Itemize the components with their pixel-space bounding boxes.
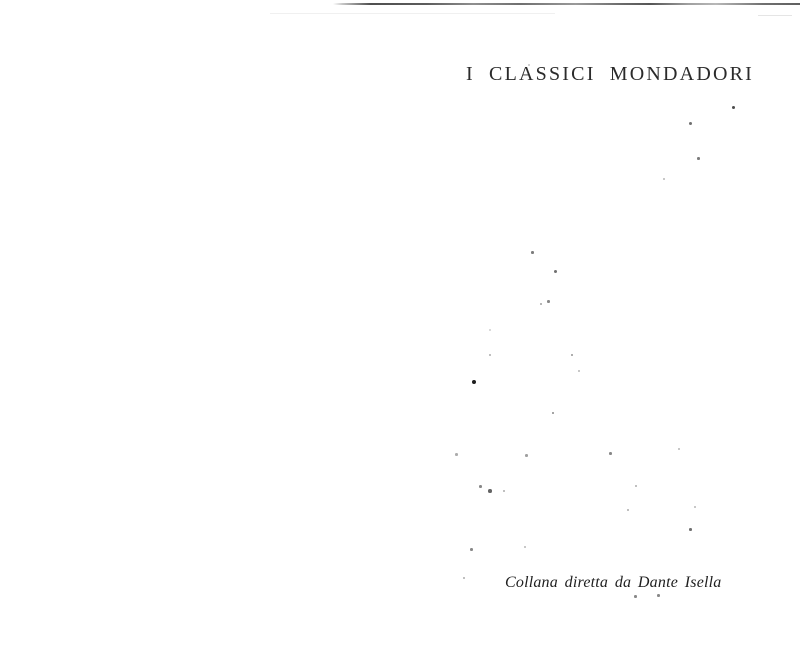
series-title: I CLASSICI MONDADORI — [466, 63, 755, 85]
right-title-page — [410, 0, 800, 667]
series-editor-line: Collana diretta da Dante Isella — [505, 574, 722, 591]
